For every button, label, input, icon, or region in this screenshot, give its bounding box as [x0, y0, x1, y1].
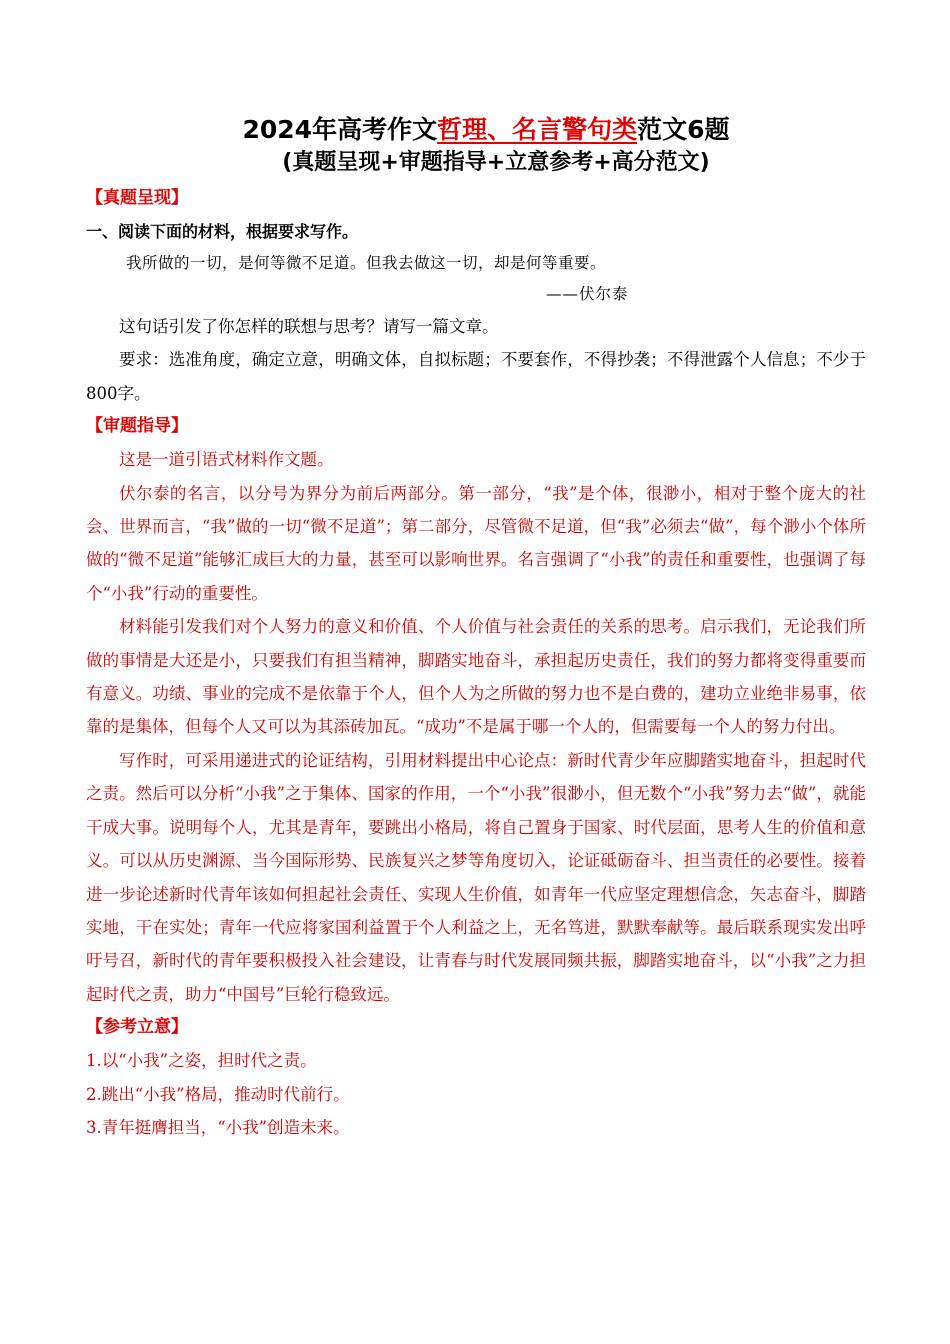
document-page	[86, 112, 866, 1144]
writing-requirements: 要求：选准角度，确定立意，明确文体，自拟标题；不要套作，不得抄袭；不得泄露个人信息；不少于800字。	[86, 350, 866, 403]
quote-attribution: ——伏尔泰	[546, 285, 629, 303]
guidance-paragraph: 写作时，可采用递进式的论证结构，引用材料提出中心论点：新时代青少年应脚踏实地奋斗，担起时代之责。然后可以分析“小我”之于集体、国家的作用，一个“小我”很渺小，但无数个“小我”努力去“做”，就能干成大事。说明每个人，尤其是青年，要跳出小格局，将自己置身于国家、时代层面，思考人生的价值和意义。可以从历史渊源、当今国际形势、民族复兴之梦等角度切入，论证砥砺奋斗、担当责任的必要性。接着进一步论述新时代青年该如何担起社会责任、实现人生价值，如青年一代应坚定理想信念，矢志奋斗，脚踏实地，干在实处；青年一代应将家国利益置于个人利益之上，无名笃进，默默奉献等。最后联系现实发出呼吁号召，新时代的青年要积极投入社会建设，让青春与时代发展同频共振，脚踏实地奋斗，以“小我”之力担起时代之责，助力“中国号”巨轮行稳致远。	[86, 750, 866, 1004]
section-heading-guidance: 【审题指导】	[86, 416, 188, 437]
guidance-paragraph: 伏尔泰的名言，以分号为界分为前后两部分。第一部分，“我”是个体，很渺小，相对于整个庞大的社会、世界而言，“我”做的一切“微不足道”；第二部分，尽管微不足道，但“我”必须去“做”，每个渺小个体所做的“微不足道”能够汇成巨大的力量，甚至可以影响世界。名言强调了“小我”的责任和重要性，也强调了每个“小我”行动的重要性。	[86, 483, 866, 603]
page-title	[86, 112, 866, 148]
section-heading-question: 【真题呈现】	[86, 188, 188, 208]
title-prefix: 2024年高考作文	[242, 115, 438, 144]
title-highlight: 哲理、名言警句类	[437, 115, 638, 144]
page-subtitle: (真题呈现+审题指导+立意参考+高分范文)	[282, 150, 710, 175]
question-heading: 一、阅读下面的材料，根据要求写作。	[86, 222, 359, 241]
idea-item: 1.以“小我”之姿，担时代之责。	[86, 1051, 317, 1071]
material-quote: 我所做的一切，是何等微不足道。但我去做这一切，却是何等重要。	[126, 254, 607, 272]
title-suffix: 范文6题	[637, 115, 730, 144]
writing-prompt: 这句话引发了你怎样的联想与思考？请写一篇文章。	[119, 317, 499, 336]
section-heading-ideas: 【参考立意】	[86, 1017, 188, 1038]
idea-item: 2.跳出“小我”格局，推动时代前行。	[86, 1084, 350, 1104]
guidance-paragraph: 材料能引发我们对个人努力的意义和价值、个人价值与社会责任的关系的思考。启示我们，无论我们所做的事情是大还是小，只要我们有担当精神，脚踏实地奋斗，承担起历史责任，我们的努力都将变得重要而有意义。功绩、事业的完成不是依靠于个人，但个人为之所做的努力也不是白费的，建功立业绝非易事，依靠的是集体，但每个人又可以为其添砖加瓦。“成功”不是属于哪一个人的，但需要每一个人的努力付出。	[86, 617, 866, 737]
idea-item: 3.青年挺膺担当，“小我”创造未来。	[86, 1117, 350, 1137]
guidance-paragraph: 这是一道引语式材料作文题。	[119, 450, 334, 470]
